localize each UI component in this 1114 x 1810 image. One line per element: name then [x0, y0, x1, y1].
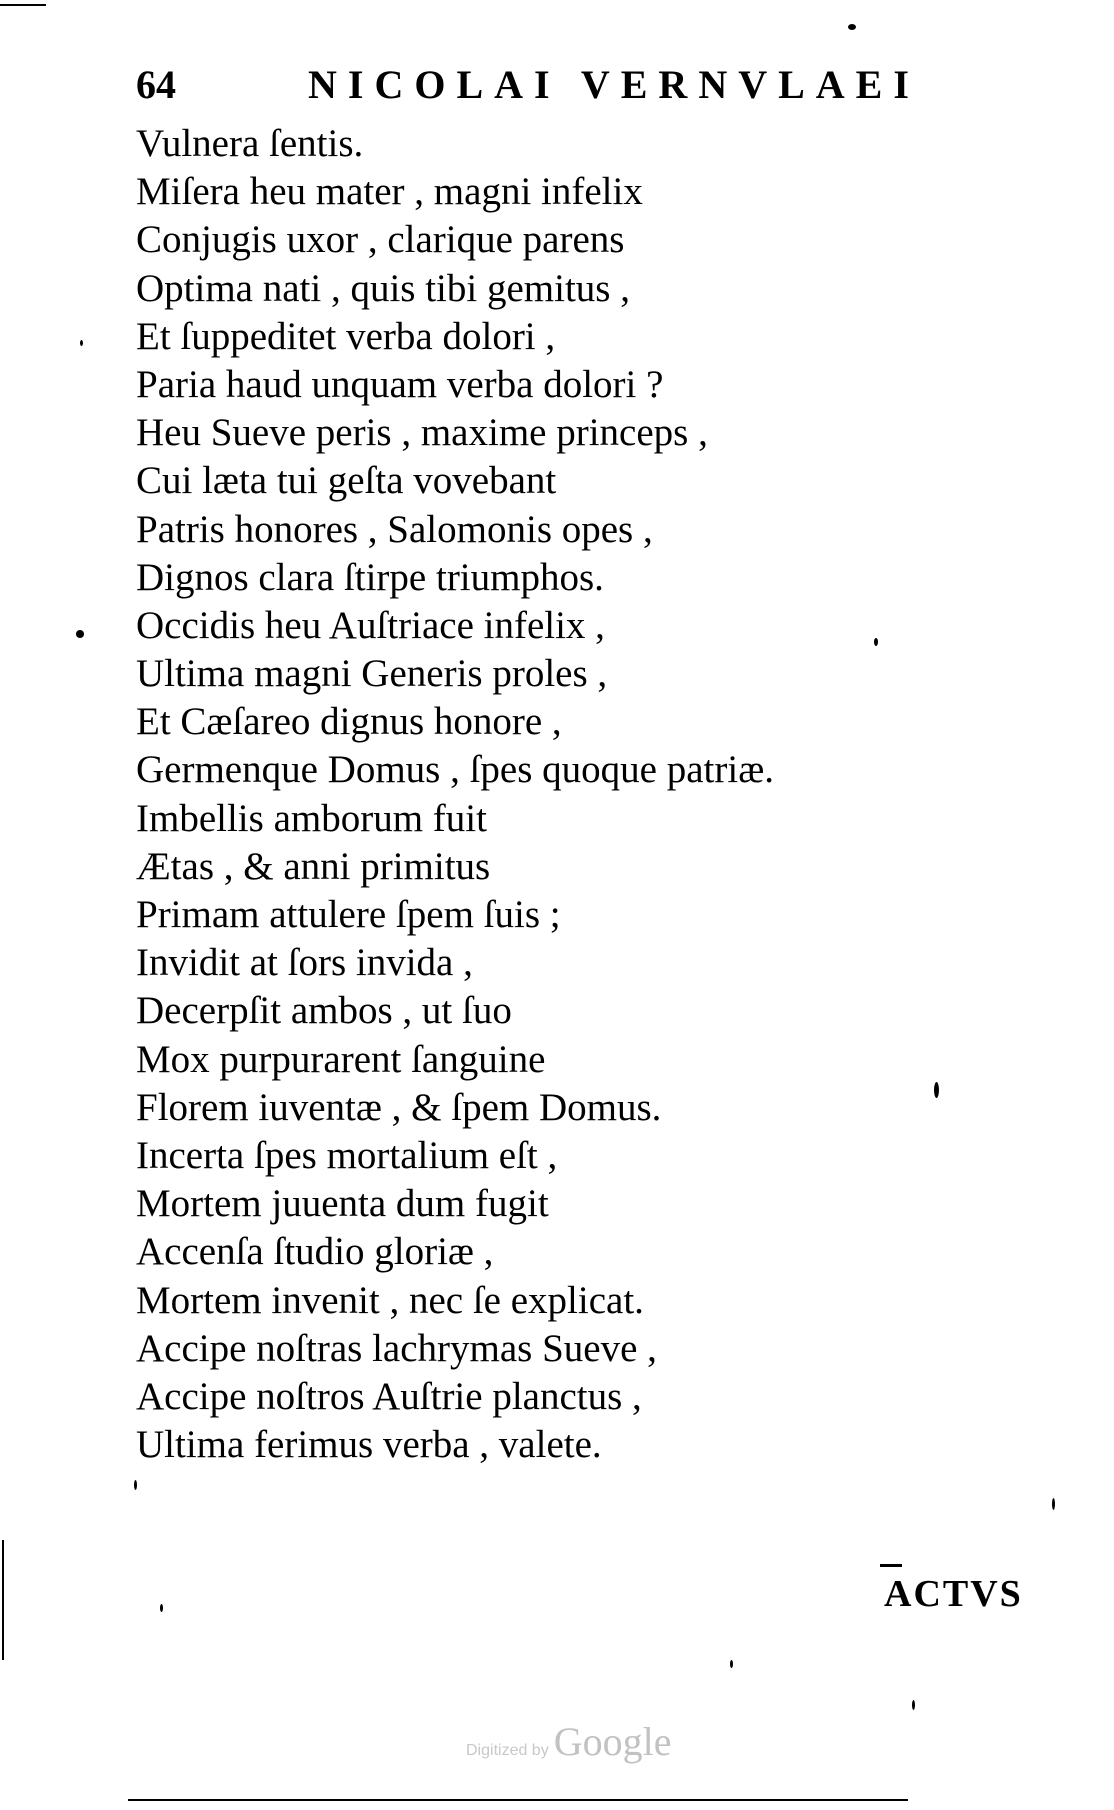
- ink-speck: [912, 1700, 915, 1710]
- page-edge-rule: [0, 4, 46, 6]
- running-title: NICOLAI VERNVLAEI: [308, 62, 920, 107]
- catchword-mark: [880, 1564, 902, 1567]
- google-logo: Google: [553, 1719, 672, 1764]
- verse-line: Occidis heu Auſtriace infelix ,: [136, 603, 605, 647]
- watermark-prefix: Digitized by: [466, 1742, 549, 1759]
- page-gutter-edge: [2, 1540, 4, 1660]
- verse-line: Florem iuventæ , & ſpem Domus.: [136, 1085, 662, 1129]
- verse-line: Miſera heu mater , magni infelix: [136, 170, 643, 214]
- verse-line: Ultima ferimus verba , valete.: [136, 1423, 602, 1467]
- verse-line: Ætas , & anni primitus: [136, 844, 491, 888]
- verse-line: Decerpſit ambos , ut ſuo: [136, 989, 512, 1033]
- verse-line: Cui læta tui geſta vovebant: [136, 459, 557, 503]
- verse-block: [136, 120, 916, 1469]
- ink-speck: [848, 24, 856, 30]
- verse-line: Et Cæſareo dignus honore ,: [136, 700, 562, 744]
- ink-speck: [76, 630, 84, 638]
- verse-line: Optima nati , quis tibi gemitus ,: [136, 266, 630, 310]
- digitization-watermark: [466, 1718, 672, 1765]
- verse-line: Conjugis uxor , clarique parens: [136, 218, 625, 262]
- verse-line: Accipe noſtras lachrymas Sueve ,: [136, 1326, 657, 1370]
- verse-line: Vulnera ſentis.: [136, 122, 364, 165]
- verse-line: Paria haud unquam verba dolori ?: [136, 362, 664, 406]
- verse-line: Mortem invenit , nec ſe explicat.: [136, 1278, 644, 1322]
- verse-line: Incerta ſpes mortalium eſt ,: [136, 1133, 558, 1177]
- page-header: [136, 58, 920, 112]
- verse-line: Ultima magni Generis proles ,: [136, 652, 608, 696]
- verse-line: Accipe noſtros Auſtrie planctus ,: [136, 1374, 642, 1418]
- verse-line: Germenque Domus , ſpes quoque patriæ.: [136, 748, 774, 792]
- verse-line: Patris honores , Salomonis opes ,: [136, 507, 653, 551]
- verse-line: Imbellis amborum fuit: [136, 796, 487, 840]
- ink-speck: [80, 340, 83, 346]
- catchword: ACTVS: [884, 1573, 1023, 1615]
- page-bottom-edge: [128, 1799, 908, 1801]
- ink-speck: [1052, 1498, 1055, 1510]
- verse-line: Mortem juuenta dum fugit: [136, 1182, 549, 1226]
- ink-speck: [160, 1604, 163, 1612]
- ink-speck: [934, 1082, 939, 1098]
- page-number: 64: [136, 62, 176, 107]
- verse-line: Accenſa ſtudio gloriæ ,: [136, 1230, 494, 1274]
- ink-speck: [874, 638, 878, 646]
- verse-line: Primam attulere ſpem ſuis ;: [136, 893, 561, 936]
- verse-line: Invidit at ſors invida ,: [136, 941, 473, 985]
- ink-speck: [134, 1480, 137, 1490]
- ink-speck: [730, 1660, 733, 1668]
- verse-line: Et ſuppeditet verba dolori ,: [136, 314, 556, 358]
- verse-line: Mox purpurarent ſanguine: [136, 1037, 546, 1081]
- verse-line: Heu Sueve peris , maxime princeps ,: [136, 411, 708, 455]
- verse-line: Dignos clara ſtirpe triumphos.: [136, 555, 604, 599]
